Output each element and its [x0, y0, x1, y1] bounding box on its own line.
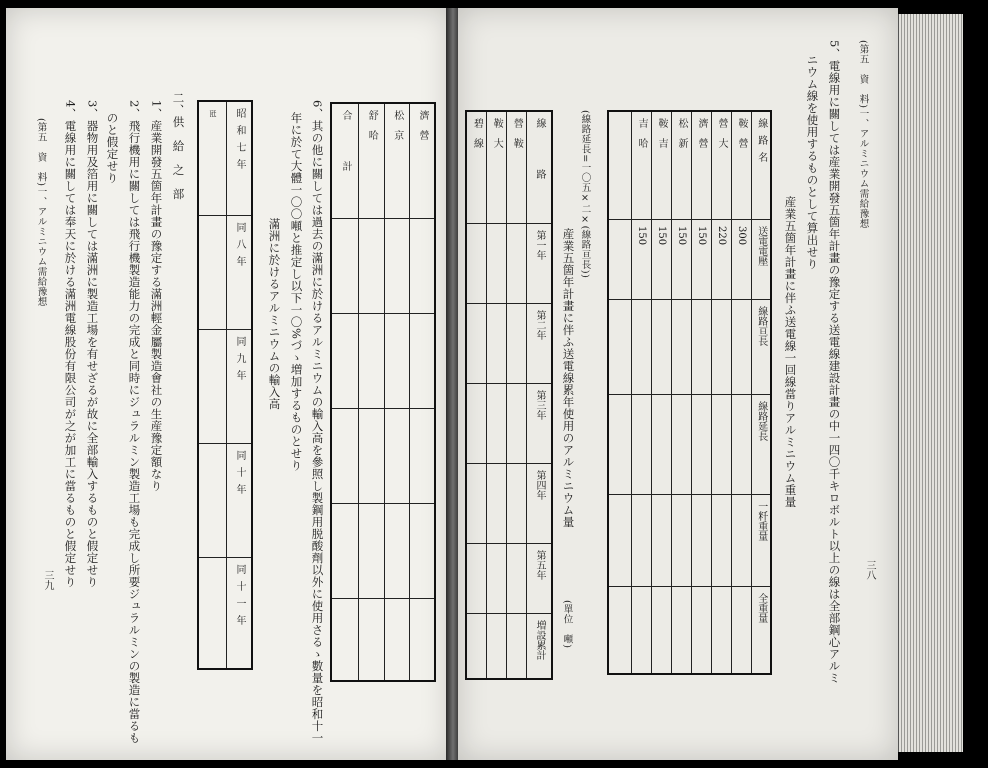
item5-line2: ニウム線を使用するものとして算出せり: [805, 54, 820, 270]
t3-total-label: 合 計: [331, 103, 359, 218]
table3-continued: [330, 102, 436, 682]
left-page-number: 三九: [42, 570, 53, 590]
t1-cell: 營 大: [711, 111, 731, 219]
t1-cell: [671, 586, 691, 674]
t1-cell: [671, 394, 691, 494]
t1-cell: [711, 394, 731, 494]
t2-header-cell: 増設累計: [527, 613, 553, 679]
t3-cell: 舒 哈: [359, 103, 385, 218]
t1-cell: [651, 586, 671, 674]
t1-cell: [631, 494, 651, 586]
t1-cell: [711, 494, 731, 586]
t2-cell: 碧 線: [466, 111, 486, 223]
t2-cell: 營 鞍: [506, 111, 526, 223]
t4-header-cell: 同八年: [227, 215, 253, 329]
right-running-head: (第五 資 料)一、アルミニウム需給豫想: [857, 40, 869, 229]
t1-header-cell: 線路名: [751, 111, 771, 219]
t4-value: [198, 557, 227, 669]
supply-item-1: 1、産業開發五箇年計畫の豫定する滿洲輕金屬製造會社の生産豫定額なり: [149, 100, 164, 492]
t1-header-cell: 線路亘長: [751, 299, 771, 394]
t2-header-cell: 第三年: [527, 383, 553, 463]
t2-header-cell: 第四年: [527, 463, 553, 543]
section2-title: 二、供 給 之 部: [171, 92, 186, 200]
t1-cell: [671, 494, 691, 586]
t1-cell: [691, 494, 711, 586]
t1-cell: [731, 586, 751, 674]
t1-cell: 220: [711, 219, 731, 299]
t4-header-cell: 同十一年: [227, 557, 253, 669]
t1-cell: 150: [671, 219, 691, 299]
t1-cell: [671, 299, 691, 394]
supply-item-4: 4、電線用に關しては奉天に於ける滿洲電線股份有限公司が之が加工に當るものと假定せり: [63, 100, 78, 588]
t2-cell: 鞍 大: [486, 111, 506, 223]
t4-value: [198, 329, 227, 443]
t3-cell: 濟 營: [410, 103, 436, 218]
t1-cell: 300: [731, 219, 751, 299]
table2-title: 産業五箇年計畫に伴ふ送電線累年使用のアルミニウム量: [561, 228, 576, 528]
t1-cell: [691, 586, 711, 674]
item5-line1: 5、電線用に關しては産業開發五箇年計畫の豫定する送電線建設計畫の中一四〇千キロボルト以上の線は全部鋼心アルミ: [827, 40, 842, 684]
t4-header-cell: 昭和七年: [227, 101, 253, 215]
t1-cell: 150: [691, 219, 711, 299]
t1-cell: [691, 299, 711, 394]
t1-cell: [711, 586, 731, 674]
table2-unit: (單位 噸): [561, 600, 573, 649]
t1-cell: [631, 586, 651, 674]
supply-item-3: 3、器物用及箔用に關しては滿洲に製造工場を有せざるが故に全部輸入するものと假定せり: [85, 100, 100, 588]
table2-cumulative-aluminium: [465, 110, 553, 680]
t1-cell: [731, 394, 751, 494]
supply-item-2: 2、飛行機用に關しては飛行機製造能力の完成と同時にジュラルミン製造工場も完成し所要ジュラルミンの製造に當るも: [127, 100, 142, 744]
t4-value: 瓩: [198, 101, 227, 215]
t1-cell: 濟 營: [691, 111, 711, 219]
t4-header-cell: 同十年: [227, 443, 253, 557]
t1-cell: [651, 494, 671, 586]
table1-title: 産業五箇年計畫に伴ふ送電線一回線當りアルミニウム重量: [783, 196, 798, 508]
supply-item-2-cont: のと假定せり: [105, 112, 120, 184]
t2-header-cell: 第一年: [527, 223, 553, 303]
t1-header-cell: 一粁重量: [751, 494, 771, 586]
page-edge-stack: [898, 14, 963, 752]
t1-header-cell: 線路延長: [751, 394, 771, 494]
t2-header-cell: 第二年: [527, 303, 553, 383]
t1-cell: [731, 299, 751, 394]
t2-header-cell: 第五年: [527, 543, 553, 613]
t1-cell: 松 新: [671, 111, 691, 219]
t4-value: [198, 215, 227, 329]
t1-cell: 150: [651, 219, 671, 299]
t1-cell: 150: [631, 219, 651, 299]
t1-cell: 鞍 吉: [651, 111, 671, 219]
t4-value: [198, 443, 227, 557]
t2-header-cell: 線 路: [527, 111, 553, 223]
t4-header-cell: 同九年: [227, 329, 253, 443]
left-running-head: (第五 資 料)一、アルミニウム需給豫想: [35, 118, 47, 307]
t3-cell: 松 京: [384, 103, 410, 218]
item6-line2: 年に於て大體一〇〇噸と推定し以下一〇%づゝ増加するものとせり: [289, 112, 304, 472]
t1-cell: [651, 299, 671, 394]
t1-cell: [651, 394, 671, 494]
table1-aluminium-weight: [607, 110, 772, 675]
t1-cell: [711, 299, 731, 394]
table4-imports: [197, 100, 253, 670]
t1-header-cell: 送電電壓: [751, 219, 771, 299]
table2-note: (線路延長=一〇五×二×(線路亘長)): [579, 110, 591, 279]
item6-line1: 6、其の他に關しては過去の滿洲に於けるアルミニウムの輸入高を參照し製鋼用脱酸劑以外に使用さるゝ數量を昭和十一: [310, 100, 325, 744]
t1-cell: [631, 394, 651, 494]
right-page-number: 三八: [864, 560, 875, 580]
t1-cell: [691, 394, 711, 494]
t1-header-cell: 全重量: [751, 586, 771, 674]
t1-cell: 吉 哈: [631, 111, 651, 219]
t1-cell: [631, 299, 651, 394]
table4-title: 滿洲に於けるアルミニウムの輸入高: [267, 218, 282, 410]
t1-cell: [731, 494, 751, 586]
t1-cell: 鞍 營: [731, 111, 751, 219]
